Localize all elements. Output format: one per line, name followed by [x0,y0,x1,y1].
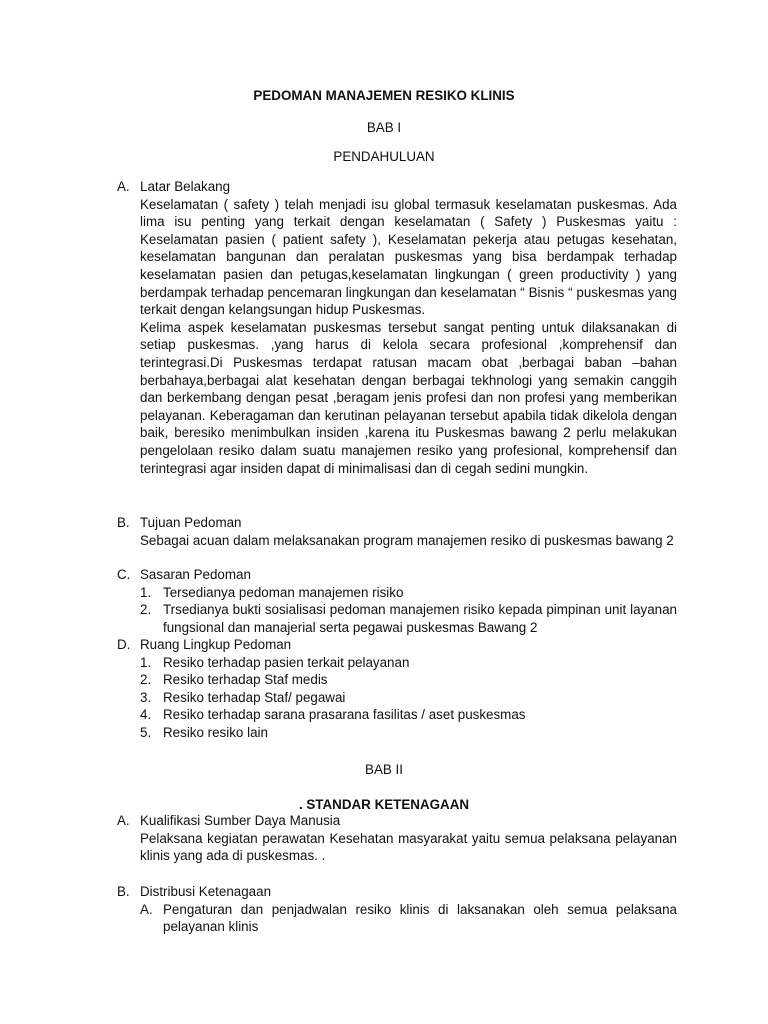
section-letter: A. [117,179,130,194]
chapter-number: BAB I [366,120,402,135]
section-letter: B. [117,515,130,530]
section-heading: Distribusi Ketenagaan [140,884,272,899]
section-heading: Latar Belakang [140,179,231,194]
list-item: 1. Resiko terhadap pasien terkait pelayanan [140,654,410,670]
paragraph: Sebagai acuan dalam melaksanakan program manajemen resiko di puskesmas bawang 2 [140,532,674,548]
list-item: 5. Resiko resiko lain [140,724,268,740]
numbered-list [117,584,677,637]
list-item: 4. Resiko terhadap sarana prasarana fasilitas / aset puskesmas [140,707,526,723]
section-letter: D. [117,637,131,652]
list-item: 2. Trsedianya bukti sosialisasi pedoman manajemen risiko kepada pimpinan unit layanan fungsional dan manajerial serta pegawai puskesmas Bawang 2 [140,602,677,635]
chapter-number: BAB II [365,762,403,777]
section-letter: B. [117,884,130,899]
list-item: A. Pengaturan dan penjadwalan resiko klinis di laksanakan oleh semua pelaksana pelayanan klinis [140,901,677,935]
list-item: 1. Tersedianya pedoman manajemen risiko [140,584,404,600]
paragraph: Kelima aspek keselamatan puskesmas tersebut sangat penting untuk dilaksanakan di setiap puskesmas. ,yang harus di kelola secara profesional ,komprehensif dan terintegrasi.Di Puskesmas terdapat ratusan macam obat ,berbagai baban –bahan berbahaya,berbagai alat kesehatan dengan berbagai tekhnologi yang semakin canggih dan berkembang dengan pesat ,beragam jenis profesi dan non profesi yang memberikan pelayanan. Keberagaman dan kerutinan pelayanan tersebut apabila tidak dikelola dengan baik, beresiko menimbulkan insiden ,karena itu Puskesmas bawang 2 perlu melakukan pengelolaan resiko dalam suatu manajemen resiko yang profesional, komprehensif dan terintegrasi agar insiden dapat di minimalisasi dan di cegah sedini mungkin. [140,319,677,476]
section-heading: Kualifikasi Sumber Daya Manusia [140,813,341,828]
section-distribusi-ketenagaan [117,883,677,936]
paragraph: Pelaksana kegiatan perawatan Kesehatan masyarakat yaitu semua pelaksana pelayanan klinis yang ada di puskesmas. . [140,830,677,864]
section-tujuan-pedoman [117,514,677,549]
lettered-list [117,901,677,936]
section-heading: Sasaran Pedoman [140,567,251,582]
section-letter: C. [117,567,131,582]
section-heading: Ruang Lingkup Pedoman [140,637,292,652]
section-ruang-lingkup [117,636,677,742]
paragraph: Keselamatan ( safety ) telah menjadi isu global termasuk keselamatan puskesmas. Ada lima isu penting yang terkait dengan keselamatan ( Safety ) Puskesmas yaitu : Keselamatan pasien ( patient safety ), Keselamatan pekerja atau petugas kesehatan, keselamatan bangunan dan peralatan puskesmas yang bisa berdampak terhadap keselamatan pasien dan petugas,keselamatan lingkungan ( green productivity ) yang berdampak terhadap pencemaran lingkungan dan keselamatan “ Bisnis “ puskesmas yang terkait dengan kelangsungan hidup Puskesmas. [140,196,677,318]
numbered-list [117,654,677,742]
chapter-title: . STANDAR KETENAGAAN [298,797,470,812]
section-heading: Tujuan Pedoman [140,515,242,530]
section-letter: A. [117,813,130,828]
section-kualifikasi-sdm [117,812,677,865]
document-title: PEDOMAN MANAJEMEN RESIKO KLINIS [253,88,515,103]
section-body [117,196,677,478]
section-latar-belakang [117,178,677,477]
section-sasaran-pedoman [117,566,677,636]
list-item: 3. Resiko terhadap Staf/ pegawai [140,689,346,705]
list-item: 2. Resiko terhadap Staf medis [140,672,328,688]
chapter-title: PENDAHULUAN [333,149,435,164]
